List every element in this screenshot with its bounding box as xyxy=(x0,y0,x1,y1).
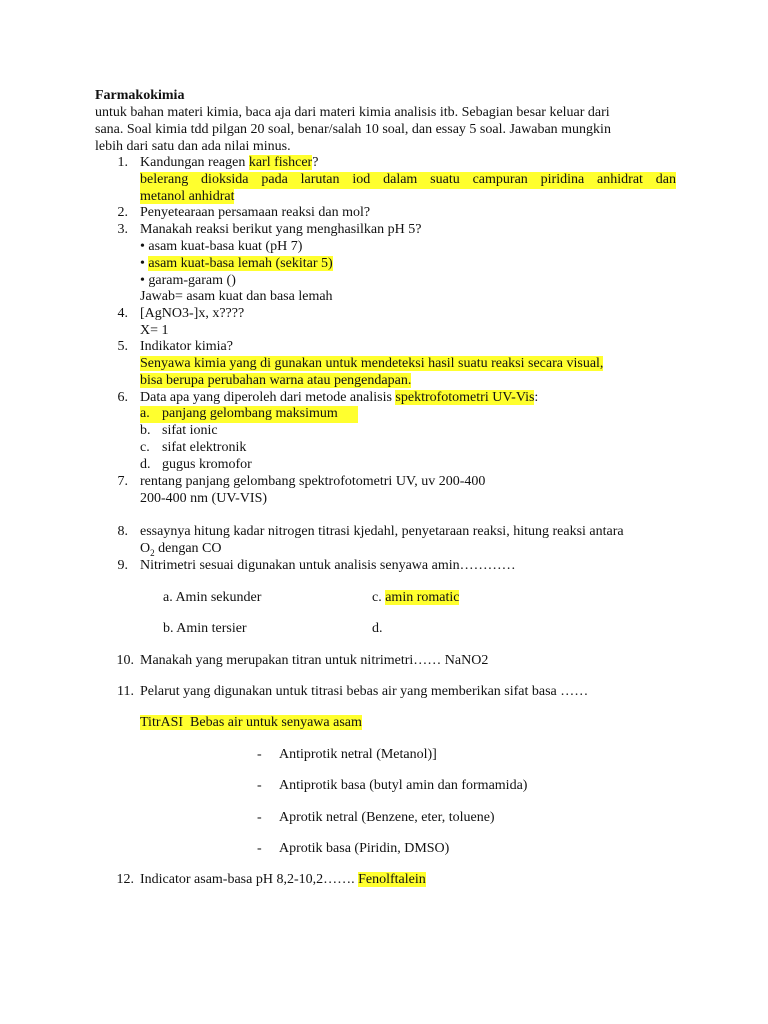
q6-text-highlight: spektrofotometri UV-Vis xyxy=(395,390,535,405)
q11-list-item-2: Antiprotik basa (butyl amin dan formamida) xyxy=(279,778,528,793)
q7-answer: 200-400 nm (UV-VIS) xyxy=(140,491,268,506)
q6-text xyxy=(140,390,538,407)
q11-list-dash-2: - xyxy=(257,778,262,793)
q4-number: 4. xyxy=(117,306,128,321)
q8-number: 8. xyxy=(117,524,128,539)
q11-list-item-1: Antiprotik netral (Metanol)] xyxy=(279,747,437,762)
q11-list-item-4: Aprotik basa (Piridin, DMSO) xyxy=(279,841,450,856)
bullet-icon: • xyxy=(140,256,145,271)
q11-number: 11. xyxy=(117,684,134,699)
q6-option-a-letter: a. xyxy=(140,406,150,421)
q8-text: essaynya hitung kadar nitrogen titrasi kjedahl, penyetaraan reaksi, hitung reaksi antara xyxy=(140,524,624,539)
q9-option-c xyxy=(372,590,459,607)
q6-text-plain: Data apa yang diperoleh dari metode analisis xyxy=(140,390,396,405)
q6-option-c xyxy=(140,440,247,457)
q1-answer-line-1: belerang dioksida pada larutan iod dalam suatu campuran piridina anhidrat dan xyxy=(140,172,676,187)
q6-option-d xyxy=(140,457,252,474)
q6-option-b-letter: b. xyxy=(140,423,151,438)
q5-answer-line-1-text: Senyawa kimia yang di gunakan untuk mendeteksi hasil suatu reaksi secara visual, xyxy=(140,356,604,371)
q11-answer xyxy=(140,715,362,732)
q11-answer-text: TitrASI Bebas air untuk senyawa asam xyxy=(140,715,362,730)
q3-text: Manakah reaksi berikut yang menghasilkan pH 5? xyxy=(140,222,422,237)
q1-text-suffix: ? xyxy=(312,155,319,170)
q3-option-3 xyxy=(140,273,236,290)
q1-text-plain: Kandungan reagen xyxy=(140,155,249,170)
q11-list-dash-4: - xyxy=(257,841,262,856)
q5-text: Indikator kimia? xyxy=(140,339,233,354)
q11-text: Pelarut yang digunakan untuk titrasi bebas air yang memberikan sifat basa …… xyxy=(140,684,589,699)
q9-option-c-letter: c. xyxy=(372,590,382,605)
q12-text xyxy=(140,872,426,889)
q3-option-3-text: garam-garam () xyxy=(148,273,236,288)
q5-number: 5. xyxy=(117,339,128,354)
intro-line-1: untuk bahan materi kimia, baca aja dari materi kimia analisis itb. Sebagian besar keluar dari xyxy=(95,105,610,120)
q6-option-a-text: panjang gelombang maksimum xyxy=(162,406,338,421)
q6-option-d-text: gugus kromofor xyxy=(162,457,252,472)
q3-option-2-text: asam kuat-basa lemah (sekitar 5) xyxy=(148,256,333,271)
q5-answer-line-2-text: bisa berupa perubahan warna atau pengendapan. xyxy=(140,373,412,388)
q5-answer-line-2 xyxy=(140,373,411,390)
q8-text-line-2 xyxy=(140,541,222,558)
document-title: Farmakokimia xyxy=(95,88,185,103)
q4-text: [AgNO3-]x, x???? xyxy=(140,306,245,321)
q8-line2-a: O xyxy=(140,541,151,556)
q3-answer: Jawab= asam kuat dan basa lemah xyxy=(140,289,333,304)
q12-text-highlight: Fenolftalein xyxy=(358,872,426,887)
q9-number: 9. xyxy=(117,558,128,573)
intro-line-2: sana. Soal kimia tdd pilgan 20 soal, benar/salah 10 soal, dan essay 5 soal. Jawaban mungkin xyxy=(95,122,611,137)
q9-text: Nitrimetri sesuai digunakan untuk analisis senyawa amin………… xyxy=(140,558,516,573)
q7-number: 7. xyxy=(117,474,128,489)
intro-line-3: lebih dari satu dan ada nilai minus. xyxy=(95,139,291,154)
q1-answer-line-2 xyxy=(140,189,234,206)
q9-option-d: d. xyxy=(372,621,383,636)
q9-option-c-text: amin romatic xyxy=(385,590,460,605)
q12-number: 12. xyxy=(116,872,134,887)
q7-text: rentang panjang gelombang spektrofotometri UV, uv 200-400 xyxy=(140,474,486,489)
q1-text-highlight: karl fishcer xyxy=(248,155,313,170)
q2-text: Penyetearaan persamaan reaksi dan mol? xyxy=(140,205,371,220)
bullet-icon: • xyxy=(140,239,145,254)
q12-text-plain: Indicator asam-basa pH 8,2-10,2……. xyxy=(140,872,359,887)
q3-option-1 xyxy=(140,239,302,256)
bullet-icon: • xyxy=(140,273,145,288)
q3-option-2 xyxy=(140,256,333,273)
q1-number: 1. xyxy=(117,155,128,170)
q6-number: 6. xyxy=(117,390,128,405)
q6-option-a xyxy=(140,406,358,423)
q8-line2-b: dengan CO xyxy=(154,541,222,556)
q10-number: 10. xyxy=(116,653,134,668)
q3-number: 3. xyxy=(117,222,128,237)
q3-option-1-text: asam kuat-basa kuat (pH 7) xyxy=(148,239,303,254)
q11-list-dash-3: - xyxy=(257,810,262,825)
q6-option-d-letter: d. xyxy=(140,457,151,472)
q11-list-item-3: Aprotik netral (Benzene, eter, toluene) xyxy=(279,810,495,825)
q9-option-a: a. Amin sekunder xyxy=(163,590,262,605)
q10-text: Manakah yang merupakan titran untuk nitrimetri…… NaNO2 xyxy=(140,653,489,668)
q6-option-c-letter: c. xyxy=(140,440,150,455)
q8-subscript: 2 xyxy=(150,547,155,558)
q6-option-b xyxy=(140,423,218,440)
q6-text-suffix: : xyxy=(534,390,539,405)
q2-number: 2. xyxy=(117,205,128,220)
q1-text xyxy=(140,155,318,172)
q9-option-b: b. Amin tersier xyxy=(163,621,247,636)
q6-option-c-text: sifat elektronik xyxy=(162,440,247,455)
q11-list-dash-1: - xyxy=(257,747,262,762)
q4-answer: X= 1 xyxy=(140,323,169,338)
q1-answer-line-2-text: metanol anhidrat xyxy=(140,189,235,204)
q5-answer-line-1 xyxy=(140,356,603,373)
q6-option-b-text: sifat ionic xyxy=(162,423,218,438)
